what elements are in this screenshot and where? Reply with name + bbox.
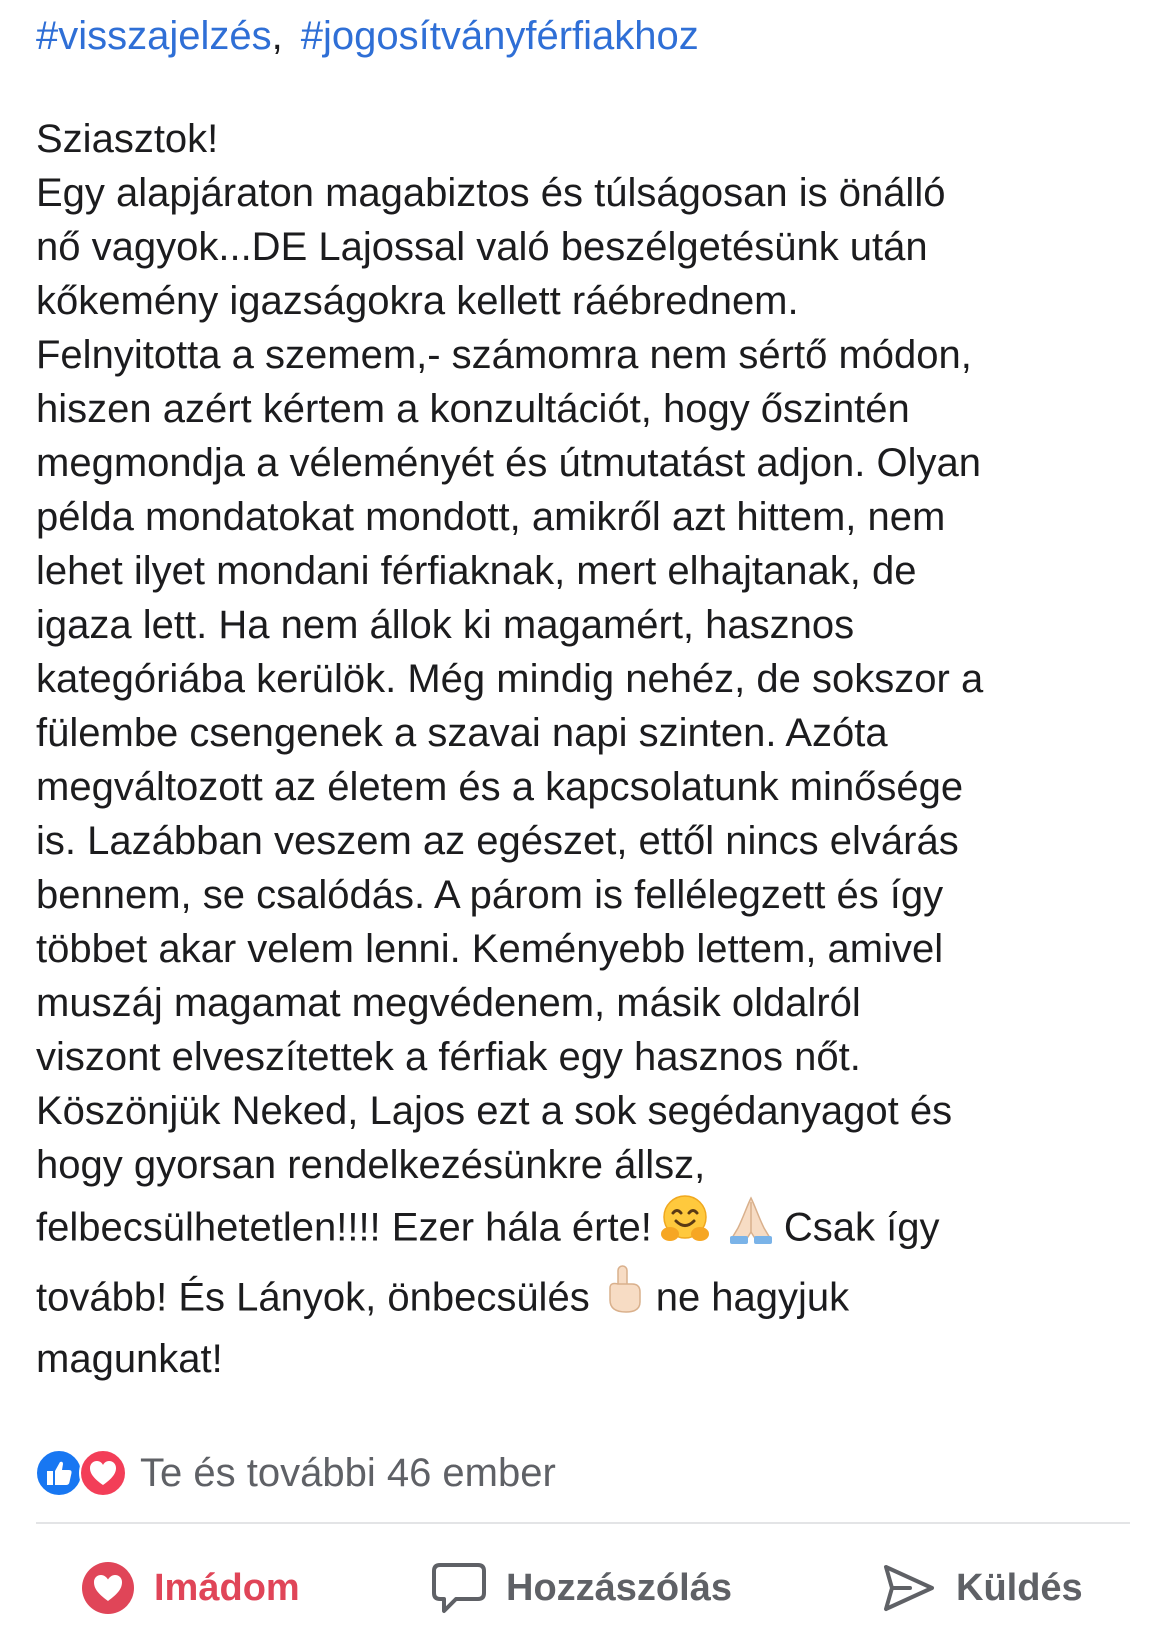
index-pointing-up-emoji-icon [596, 1262, 650, 1338]
post-line: muszáj magamat megvédenem, másik oldalról [36, 981, 861, 1025]
comment-button[interactable] [430, 1559, 732, 1617]
post-line: hiszen azért kértem a konzultációt, hogy őszintén [36, 387, 910, 431]
post-line [36, 1192, 1146, 1262]
hashtag-line [36, 8, 699, 64]
hashtag-visszajelzes[interactable]: #visszajelzés [36, 14, 272, 58]
post-line: viszont elveszítettek a férfiak egy hasznos nőt. [36, 1035, 861, 1079]
post-line: magunkat! [36, 1337, 223, 1381]
hashtag-separator: , [271, 14, 283, 58]
hugging-face-emoji-icon [658, 1192, 712, 1268]
post-line: lehet ilyet mondani férfiaknak, mert elhajtanak, de [36, 549, 917, 593]
post-line: megmondja a véleményét és útmutatást adjon. Olyan [36, 441, 981, 485]
post-line: kőkemény igazságokra kellett ráébrednem. [36, 279, 799, 323]
post-line: megváltozott az életem és a kapcsolatunk minősége [36, 765, 964, 809]
post-line [36, 1262, 1146, 1332]
love-reaction-icon [78, 1448, 128, 1498]
post-line: fülembe csengenek a szavai napi szinten. Azóta [36, 711, 888, 755]
post-line: bennem, se csalódás. A párom is fellélegzett és így [36, 873, 944, 917]
hashtag-jogositvany[interactable]: #jogosítványférfiakhoz [300, 14, 699, 58]
like-reaction-icon [34, 1448, 84, 1498]
heart-icon [80, 1560, 136, 1616]
post-line: Sziasztok! [36, 117, 219, 161]
folded-hands-emoji-icon [724, 1192, 778, 1268]
post-line: is. Lazábban veszem az egészet, ettől nincs elvárás [36, 819, 959, 863]
comment-label: Hozzászólás [506, 1566, 732, 1609]
send-arrow-icon [880, 1559, 938, 1617]
post-line: hogy gyorsan rendelkezésünkre állsz, [36, 1143, 706, 1187]
post-line: Egy alapjáraton magabiztos és túlságosan is önálló [36, 171, 946, 215]
love-label: Imádom [154, 1566, 300, 1609]
comment-bubble-icon [430, 1559, 488, 1617]
love-reaction-button[interactable] [80, 1560, 300, 1616]
post-line-text: tovább! És Lányok, önbecsülés [36, 1275, 590, 1320]
reaction-icons [34, 1448, 128, 1498]
post-line: példa mondatokat mondott, amikről azt hittem, nem [36, 495, 946, 539]
post-line: többet akar velem lenni. Keményebb lettem, amivel [36, 927, 944, 971]
post-line: igaza lett. Ha nem állok ki magamért, hasznos [36, 603, 855, 647]
action-bar [0, 1548, 1166, 1628]
reactions-summary[interactable] [34, 1446, 556, 1500]
post-line-text: Csak így [783, 1205, 940, 1250]
reaction-count[interactable]: Te és további 46 ember [140, 1450, 556, 1495]
post-line: nő vagyok...DE Lajossal való beszélgetésünk után [36, 225, 928, 269]
post-line: Felnyitotta a szemem,- számomra nem sértő módon, [36, 333, 972, 377]
post-line-text: felbecsülhetetlen!!!! Ezer hála érte! [36, 1205, 652, 1250]
action-divider [36, 1522, 1130, 1524]
post-line: kategóriába kerülök. Még mindig nehéz, de sokszor a [36, 657, 984, 701]
post-body [36, 112, 1146, 1386]
post-line: Köszönjük Neked, Lajos ezt a sok segédanyagot és [36, 1089, 953, 1133]
send-label: Küldés [956, 1566, 1083, 1609]
post-line-text: ne hagyjuk [655, 1275, 850, 1320]
send-button[interactable] [880, 1559, 1083, 1617]
